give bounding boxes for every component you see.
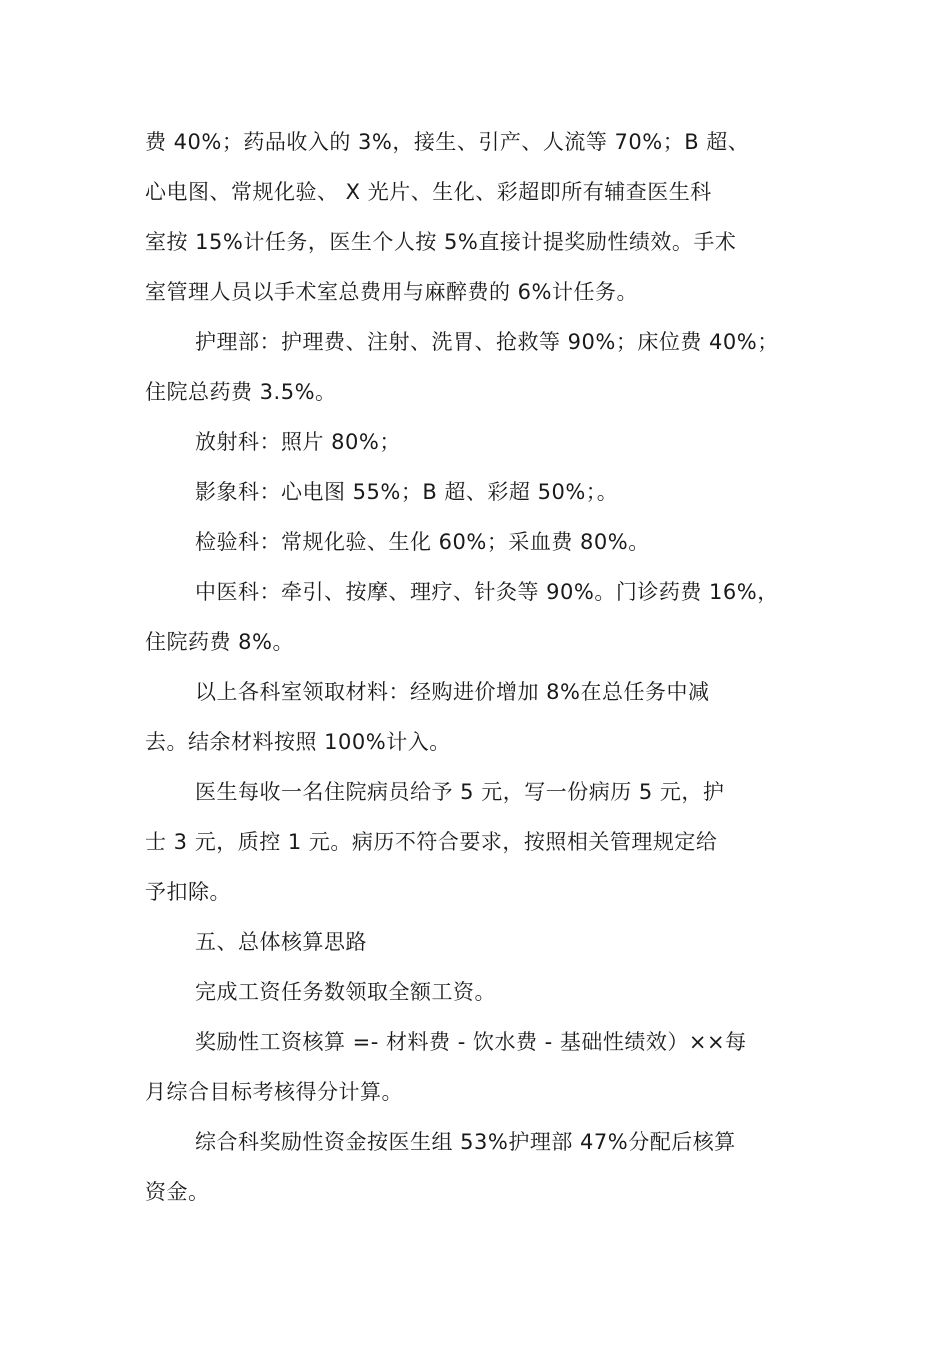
section-heading: 五、总体核算思路 [195,930,367,954]
text-line: 室按 15%计任务，医生个人按 5%直接计提奖励性绩效。手术 [145,230,737,254]
text-line: 心电图、常规化验、 X 光片、生化、彩超即所有辅查医生科 [145,180,712,204]
text-line: 中医科：牵引、按摩、理疗、针灸等 90%。门诊药费 16%， [195,580,779,604]
text-line: 士 3 元，质控 1 元。病历不符合要求，按照相关管理规定给 [145,830,718,854]
text-line: 影象科：心电图 55%；B 超、彩超 50%；。 [195,480,619,504]
text-line: 住院总药费 3.5%。 [145,380,337,404]
text-line: 住院药费 8%。 [145,630,294,654]
text-line: 护理部：护理费、注射、洗胃、抢救等 90%；床位费 40%； [195,330,779,354]
text-line: 费 40%；药品收入的 3%，接生、引产、人流等 70%；B 超、 [145,130,750,154]
text-line: 室管理人员以手术室总费用与麻醉费的 6%计任务。 [145,280,638,304]
text-line: 医生每收一名住院病员给予 5 元，写一份病历 5 元，护 [195,780,725,804]
text-line: 综合科奖励性资金按医生组 53%护理部 47%分配后核算 [195,1130,736,1154]
text-line: 月综合目标考核得分计算。 [145,1080,403,1104]
text-line: 以上各科室领取材料：经购进价增加 8%在总任务中减 [195,680,710,704]
text-line: 去。结余材料按照 100%计入。 [145,730,451,754]
text-line: 予扣除。 [145,880,231,904]
text-line: 放射科：照片 80%； [195,430,401,454]
text-line: 奖励性工资核算 =- 材料费 - 饮水费 - 基础性绩效）××每 [195,1030,747,1054]
text-line: 资金。 [145,1180,210,1204]
text-line: 检验科：常规化验、生化 60%；采血费 80%。 [195,530,650,554]
text-line: 完成工资任务数领取全额工资。 [195,980,496,1004]
